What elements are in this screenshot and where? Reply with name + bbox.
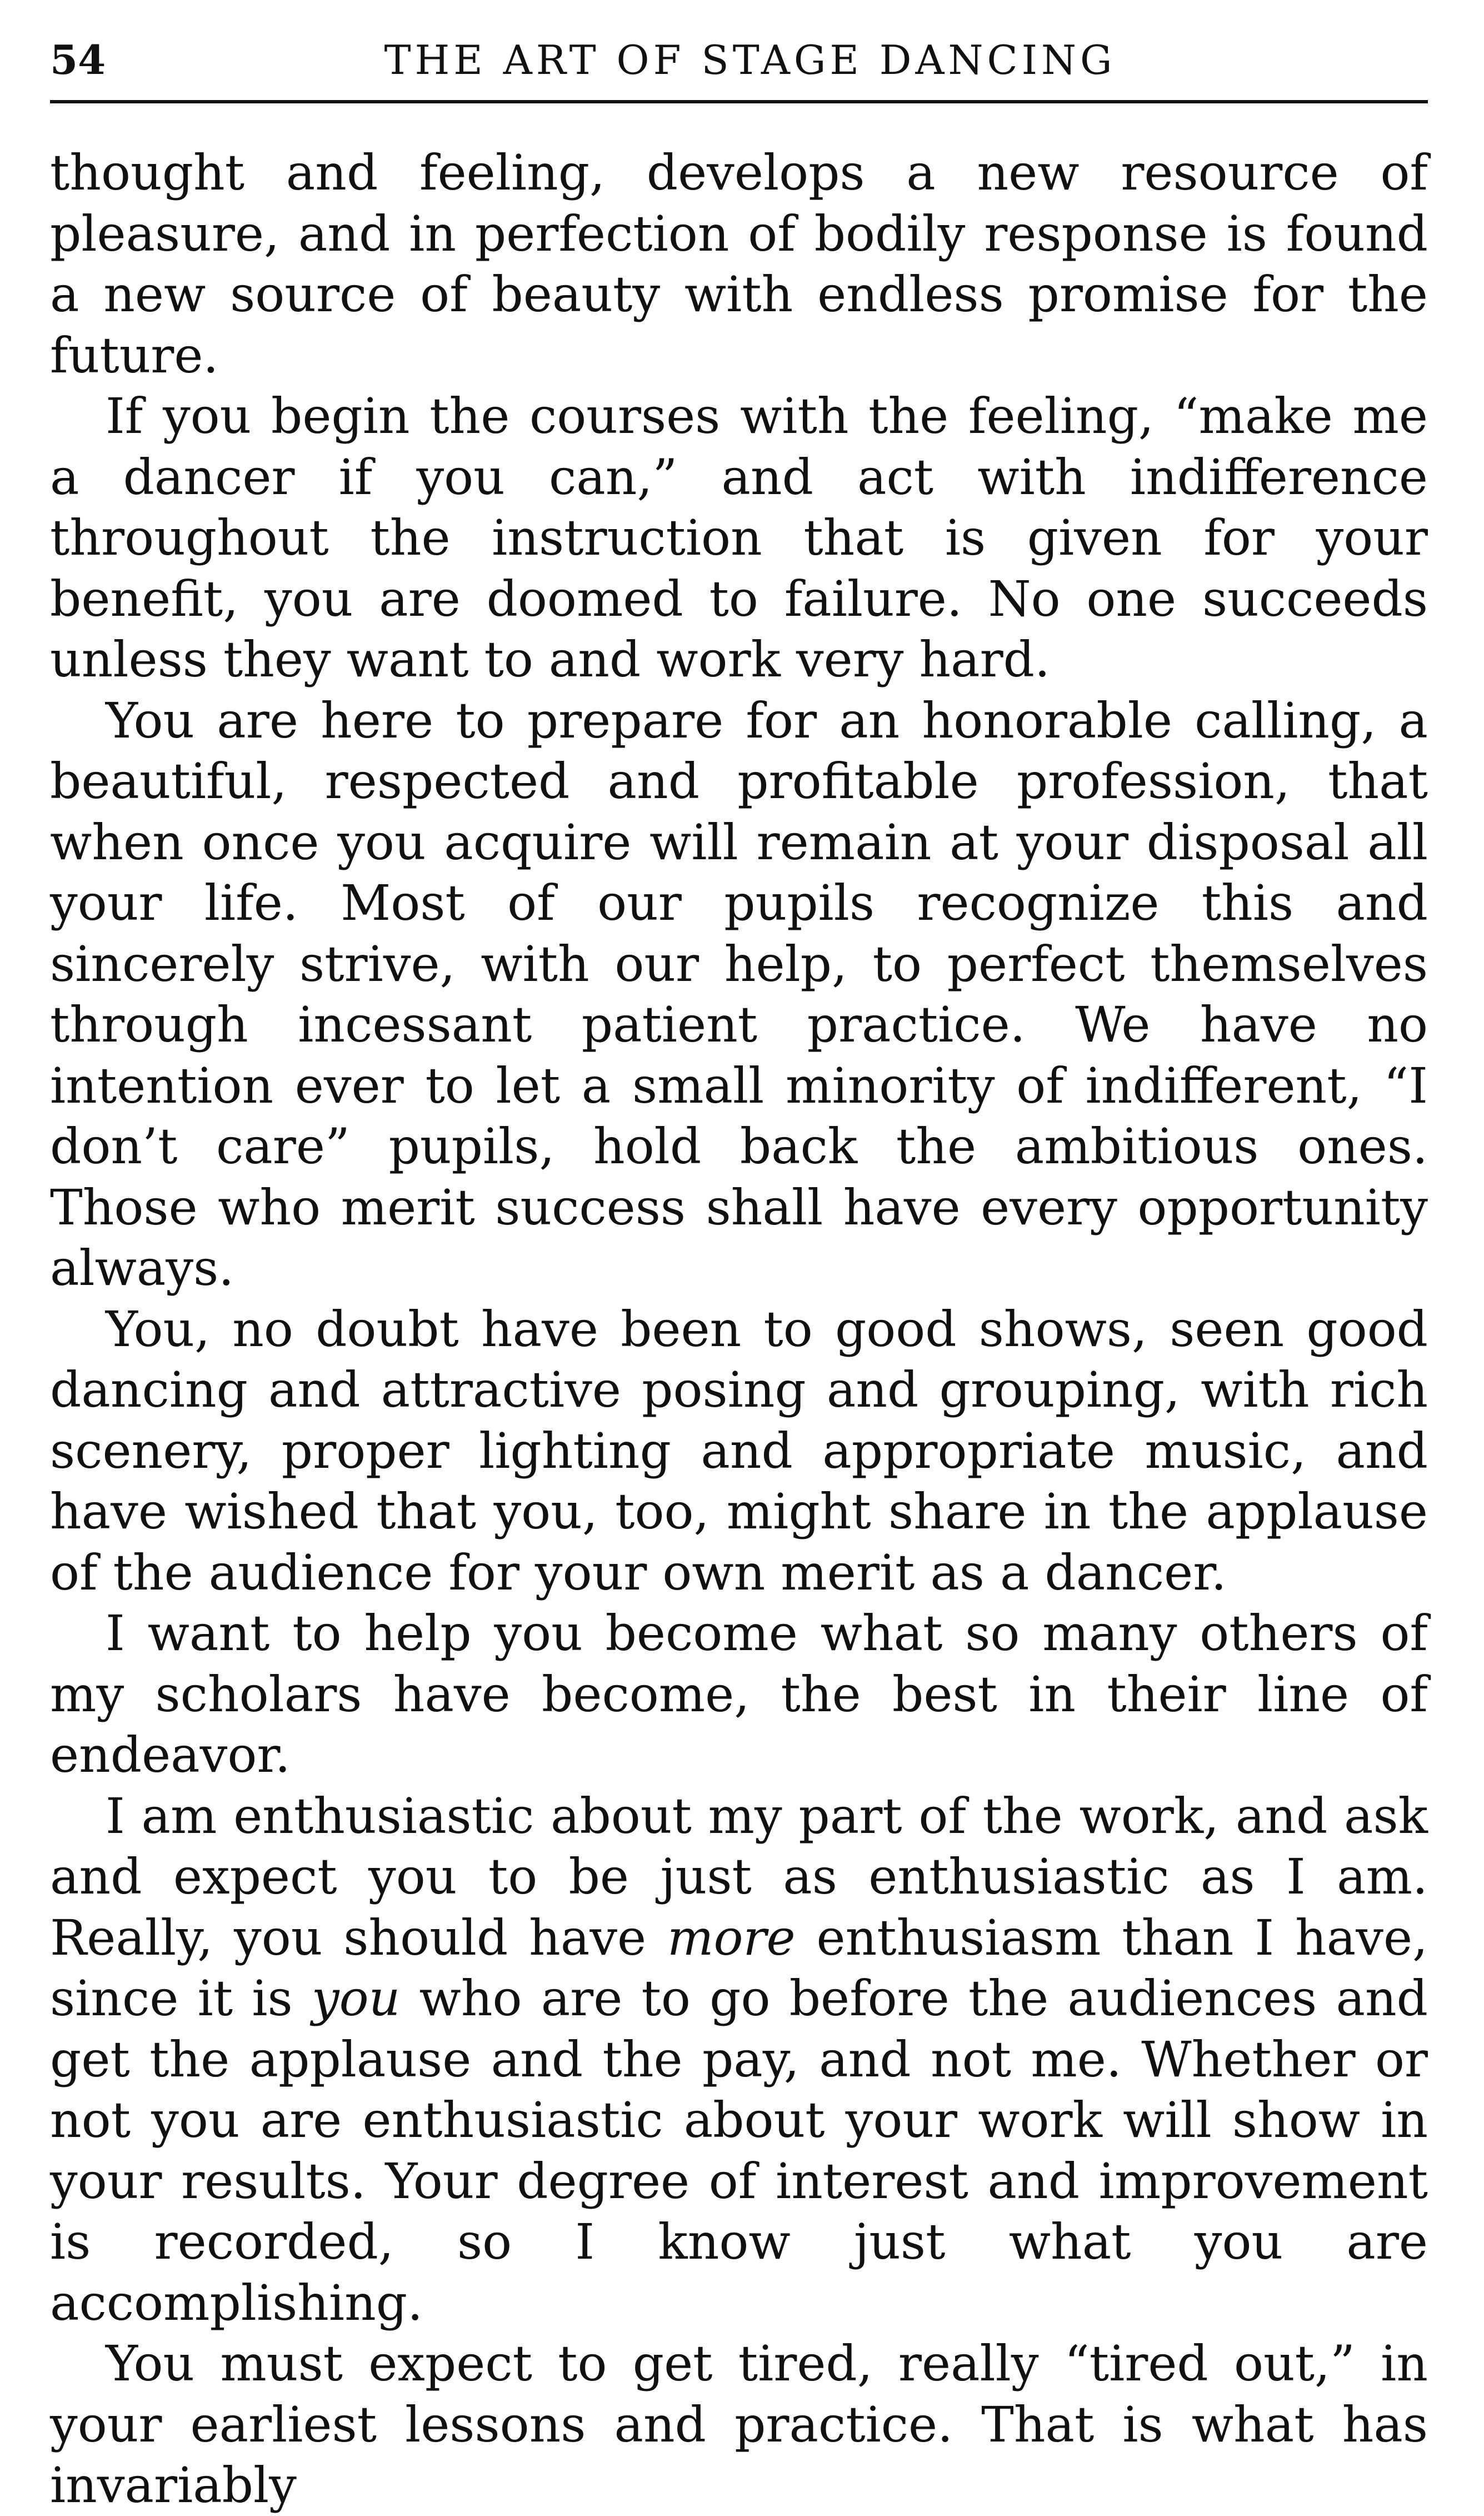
running-head — [50, 33, 1428, 103]
paragraph-good-shows: You, no doubt have been to good shows, seen good dancing and attractive posing and grouping, with rich scenery, proper lighting and appropriate music, and have wished that you, too, might share in the applause of the audience for your own merit as a dancer. — [50, 1300, 1428, 1601]
body-text — [50, 142, 1428, 2516]
paragraph-help-you: I want to help you become what so many others of my scholars have become, the best in their line of endeavor. — [50, 1605, 1428, 1783]
paragraph-enthusiasm — [50, 1786, 1428, 2334]
enthusiasm-text-3: who are to go before the audiences and get the applause and the pay, and not me. Whether or not you are enthusiastic about your work will show in your results. Your degree of interest and improvement is recorded, so I know just what you are accomplishing. — [50, 1970, 1428, 2331]
enthusiasm-text-1: I am enthusiastic about my part of the work, and ask and expect you to be just as enthusiastic as I am. Really, you should have — [50, 1787, 1428, 1966]
paragraph-honorable-calling: You are here to prepare for an honorable calling, a beautiful, respected and profitable profession, that when once you acquire will remain at your disposal all your life. Most of our pupils recognize this and sincerely strive, with our help, to perfect themselves through incessant patient practice. We have no intention ever to let a small minority of indifferent, “I don’t care” pupils, hold back the ambitious ones. Those who merit success shall have every opportunity always. — [50, 691, 1428, 1297]
emphasis-more: more — [667, 1909, 796, 1966]
paragraph-continuation: thought and feeling, develops a new resource of pleasure, and in perfection of bodily response is found a new source of beauty with endless promise for the future. — [50, 144, 1428, 384]
book-page — [50, 33, 1428, 2514]
paragraph-indifference: If you begin the courses with the feeling, “make me a dancer if you can,” and act with indifference throughout the instruction that is given for your benefit, you are doomed to failure. No one succeeds unless they want to and work very hard. — [50, 387, 1428, 688]
page-number: 54 — [50, 36, 106, 83]
paragraph-tired: You must expect to get tired, really “tired out,” in your earliest lessons and practice. That is what has invariably — [50, 2335, 1428, 2514]
running-title: THE ART OF STAGE DANCING — [384, 37, 1116, 83]
enthusiasm-text-2: enthusiasm than I have, since it is — [50, 1909, 1428, 2027]
emphasis-you: you — [311, 1970, 401, 2027]
